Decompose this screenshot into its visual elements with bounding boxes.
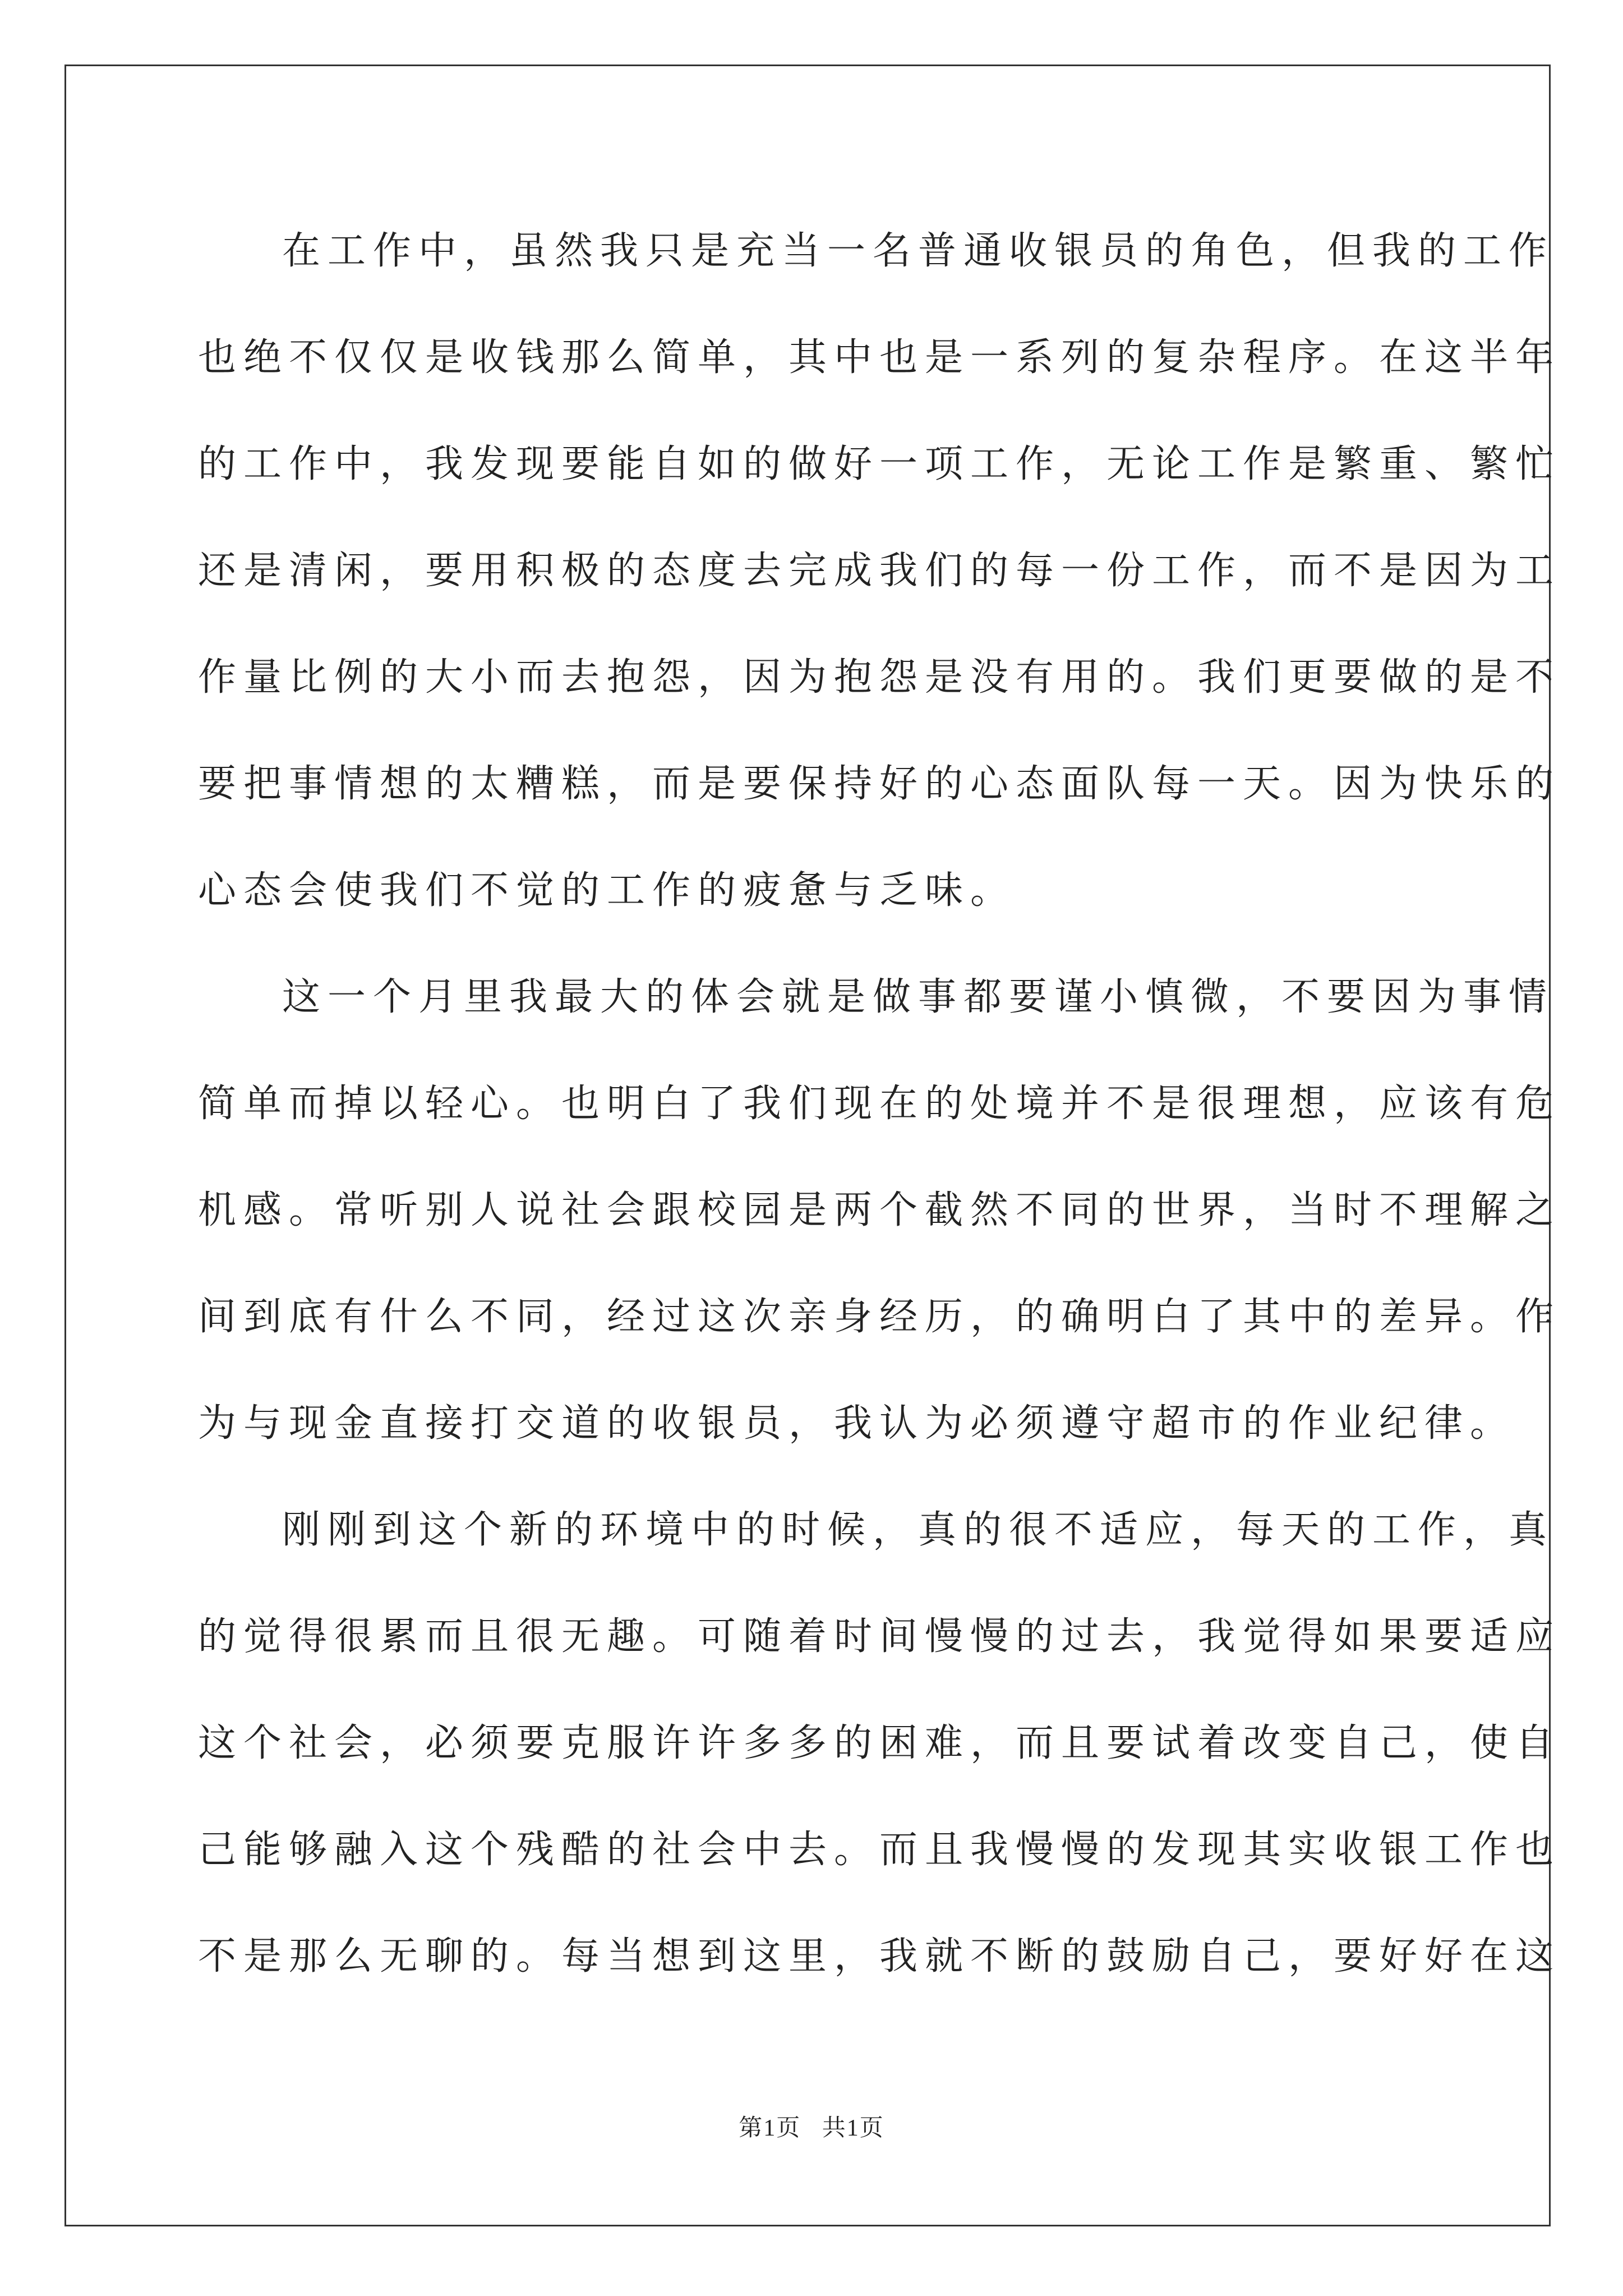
line-text: 要把事情想的太糟糕，而是要保持好的心态面队每一天。因为快乐的 <box>198 762 1561 806</box>
text-line <box>198 1593 1561 1700</box>
line-text: 简单而掉以轻心。也明白了我们现在的处境并不是很理想，应该有危 <box>198 1082 1561 1126</box>
line-text: 刚刚到这个新的环境中的时候，真的很不适应，每天的工作，真 <box>282 1508 1555 1552</box>
text-line <box>198 1913 1561 2019</box>
text-line <box>198 1380 1516 1487</box>
text-line <box>198 421 1561 527</box>
text-line <box>198 1700 1561 1806</box>
line-text: 己能够融入这个残酷的社会中去。而且我慢慢的发现其实收银工作也 <box>198 1828 1561 1872</box>
line-text: 作量比例的大小而去抱怨，因为抱怨是没有用的。我们更要做的是不 <box>198 655 1561 700</box>
line-text: 在工作中，虽然我只是充当一名普通收银员的角色，但我的工作 <box>282 229 1555 273</box>
line-text: 的工作中，我发现要能自如的做好一项工作，无论工作是繁重、繁忙 <box>198 442 1561 486</box>
paragraph-3 <box>198 1487 1561 2019</box>
line-text: 机感。常听别人说社会跟校园是两个截然不同的世界，当时不理解之 <box>198 1188 1561 1232</box>
line-text: 这一个月里我最大的体会就是做事都要谨小慎微，不要因为事情 <box>282 975 1555 1019</box>
text-line <box>198 527 1561 634</box>
footer-spacer <box>801 2115 822 2141</box>
page-number-total: 共1页 <box>822 2115 884 2141</box>
page-number-current: 第1页 <box>739 2115 801 2141</box>
text-line <box>198 1060 1561 1167</box>
text-line <box>198 1806 1561 1913</box>
text-line <box>198 847 1421 954</box>
text-line <box>198 740 1561 847</box>
line-text: 还是清闲，要用积极的态度去完成我们的每一份工作，而不是因为工 <box>198 549 1561 593</box>
paragraph-1 <box>198 208 1561 954</box>
line-text: 的觉得很累而且很无趣。可随着时间慢慢的过去，我觉得如果要适应 <box>198 1614 1561 1659</box>
line-text: 间到底有什么不同，经过这次亲身经历，的确明白了其中的差异。作 <box>198 1295 1561 1339</box>
text-line <box>198 954 1555 1060</box>
text-line <box>198 208 1555 314</box>
text-line <box>198 634 1561 740</box>
paragraph-2 <box>198 954 1561 1487</box>
line-text: 为与现金直接打交道的收银员，我认为必须遵守超市的作业纪律。 <box>198 1401 1516 1446</box>
text-line <box>198 1487 1555 1593</box>
text-line <box>198 314 1561 421</box>
document-body <box>198 208 1561 2019</box>
page-footer <box>0 2109 1623 2143</box>
text-line <box>198 1167 1561 1273</box>
line-text: 也绝不仅仅是收钱那么简单，其中也是一系列的复杂程序。在这半年 <box>198 335 1561 380</box>
line-text: 这个社会，必须要克服许许多多的困难，而且要试着改变自己，使自 <box>198 1721 1561 1765</box>
line-text: 心态会使我们不觉的工作的疲惫与乏味。 <box>198 868 1016 913</box>
text-line <box>198 1273 1561 1380</box>
line-text: 不是那么无聊的。每当想到这里，我就不断的鼓励自己，要好好在这 <box>198 1934 1561 1978</box>
